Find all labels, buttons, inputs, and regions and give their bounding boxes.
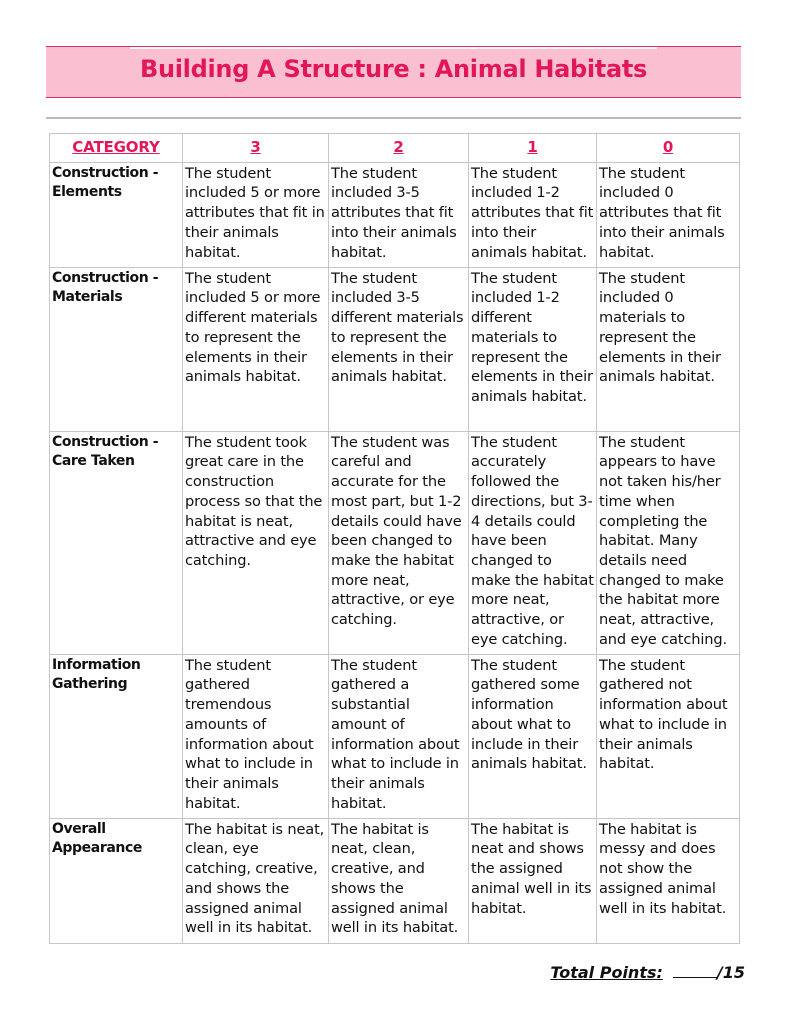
row-category: Construction - Materials [50, 267, 183, 431]
header-category: CATEGORY [50, 134, 183, 163]
row-category: Construction - Care Taken [50, 431, 183, 654]
table-row [50, 654, 740, 818]
header-score-3: 3 [183, 134, 329, 163]
cell-score-3: The student gathered tremendous amounts of information about what to include in their animals habitat. [183, 654, 329, 818]
row-category: Information Gathering [50, 654, 183, 818]
cell-score-1: The student included 1-2 attributes that fit into their animals habitat. [469, 162, 597, 267]
cell-score-0: The habitat is messy and does not show the assigned animal well in its habitat. [597, 818, 740, 943]
total-points-label: Total Points: [550, 963, 663, 982]
cell-score-0: The student appears to have not taken his/her time when completing the habitat. Many details need changed to make the habitat more neat, attractive, and eye catching. [597, 431, 740, 654]
total-points-blank [673, 963, 717, 978]
cell-score-0: The student gathered not information about what to include in their animals habitat. [597, 654, 740, 818]
cell-score-3: The student included 5 or more different materials to represent the elements in their animals habitat. [183, 267, 329, 431]
table-row [50, 267, 740, 431]
cell-score-1: The student included 1-2 different materials to represent the elements in their animals habitat. [469, 267, 597, 431]
table-row [50, 818, 740, 943]
cell-score-2: The student gathered a substantial amount of information about what to include in their animals habitat. [329, 654, 469, 818]
header-score-0: 0 [597, 134, 740, 163]
total-points-max: /15 [716, 963, 745, 982]
total-points [550, 963, 745, 982]
cell-score-2: The habitat is neat, clean, creative, and shows the assigned animal well in its habitat. [329, 818, 469, 943]
row-category: Overall Appearance [50, 818, 183, 943]
row-category: Construction - Elements [50, 162, 183, 267]
cell-score-3: The habitat is neat, clean, eye catching, creative, and shows the assigned animal well in its habitat. [183, 818, 329, 943]
cell-score-3: The student took great care in the construction process so that the habitat is neat, attractive and eye catching. [183, 431, 329, 654]
cell-score-2: The student included 3-5 different materials to represent the elements in their animals habitat. [329, 267, 469, 431]
table-row [50, 431, 740, 654]
cell-score-3: The student included 5 or more attributes that fit in their animals habitat. [183, 162, 329, 267]
cell-score-1: The habitat is neat and shows the assigned animal well in its habitat. [469, 818, 597, 943]
cell-score-1: The student accurately followed the directions, but 3-4 details could have been changed to make the habitat more neat, attractive, or eye catching. [469, 431, 597, 654]
title-banner-highlight [130, 47, 657, 49]
cell-score-0: The student included 0 materials to represent the elements in their animals habitat. [597, 267, 740, 431]
cell-score-2: The student included 3-5 attributes that fit into their animals habitat. [329, 162, 469, 267]
cell-score-0: The student included 0 attributes that fit into their animals habitat. [597, 162, 740, 267]
table-row [50, 162, 740, 267]
header-score-1: 1 [469, 134, 597, 163]
rubric-table [49, 133, 740, 944]
title-banner [46, 46, 741, 98]
cell-score-1: The student gathered some information about what to include in their animals habitat. [469, 654, 597, 818]
cell-score-2: The student was careful and accurate for the most part, but 1-2 details could have been changed to make the habitat more neat, attractive, or eye catching. [329, 431, 469, 654]
horizontal-divider [46, 117, 741, 119]
header-score-2: 2 [329, 134, 469, 163]
header-row [50, 134, 740, 163]
page-title: Building A Structure : Animal Habitats [139, 55, 648, 83]
